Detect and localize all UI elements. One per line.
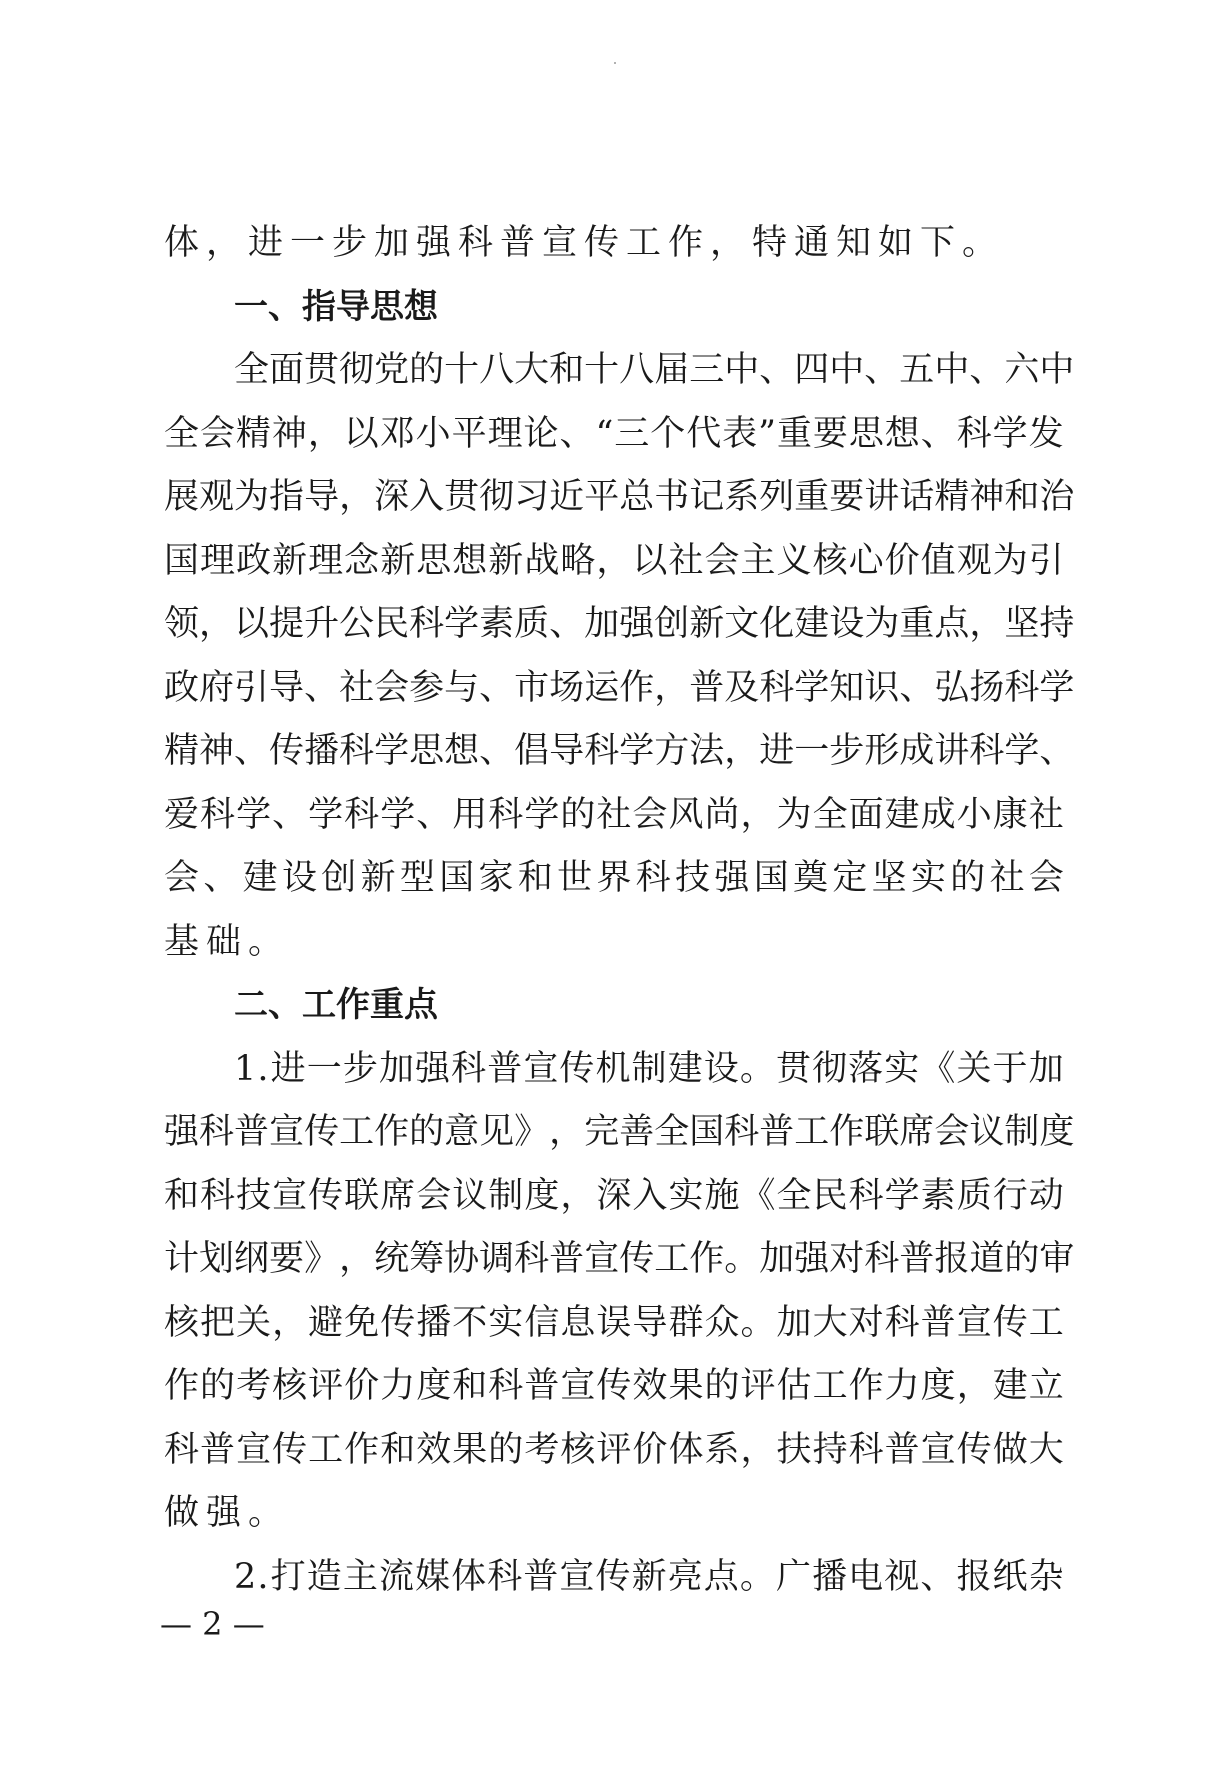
document-body <box>164 212 1075 1609</box>
page-number: — 2 — <box>160 1605 265 1643</box>
body-line: 做强。 <box>164 1493 291 1533</box>
scan-mark <box>614 62 616 64</box>
body-line: 会 、 建 设 创 新 型 国 家 和 世 界 科 技 强 国 奠 定 坚 实 的 社 会 <box>164 858 1064 898</box>
body-line: 计 划 纲 要 》 ， 统 筹 协 调 科 普 宣 传 工 作 。 加 强 对 科 普 报 道 的 审 <box>164 1239 1075 1279</box>
body-line: 领 ， 以 提 升 公 民 科 学 素 质 、 加 强 创 新 文 化 建 设 为 重 点 ， 坚 持 <box>164 604 1075 644</box>
body-line: 科 普 宣 传 工 作 和 效 果 的 考 核 评 价 体 系 ， 扶 持 科 普 宣 传 做 大 <box>164 1429 1064 1470</box>
section-heading: 二、工作重点 <box>234 985 438 1025</box>
body-line: 展 观 为 指 导 ， 深 入 贯 彻 习 近 平 总 书 记 系 列 重 要 讲 话 精 神 和 治 <box>164 477 1075 517</box>
body-line: 爱 科 学 、 学 科 学 、 用 科 学 的 社 会 风 尚 ， 为 全 面 建 成 小 康 社 <box>164 794 1064 835</box>
body-line: 全 面 贯 彻 党 的 十 八 大 和 十 八 届 三 中 、 四 中 、 五 中 、 六 中 <box>234 350 1075 390</box>
body-line: 全 会 精 神 ， 以 邓 小 平 理 论 、 “ 三 个 代 表 ” 重 要 思 想 、 科 学 发 <box>164 413 1064 454</box>
body-line: 1 . 进 一 步 加 强 科 普 宣 传 机 制 建 设 。 贯 彻 落 实 《 关 于 加 <box>234 1048 1064 1089</box>
body-line: 核 把 关 ， 避 免 传 播 不 实 信 息 误 导 群 众 。 加 大 对 科 普 宣 传 工 <box>164 1302 1064 1343</box>
body-line: 作 的 考 核 评 价 力 度 和 科 普 宣 传 效 果 的 评 估 工 作 力 度 ， 建 立 <box>164 1366 1064 1406</box>
body-line: 和 科 技 宣 传 联 席 会 议 制 度 ， 深 入 实 施 《 全 民 科 学 素 质 行 动 <box>164 1175 1064 1216</box>
body-line: 体，进一步加强科普宣传工作，特通知如下。 <box>164 223 1005 263</box>
body-line: 基础。 <box>164 921 291 962</box>
body-line: 2 . 打 造 主 流 媒 体 科 普 宣 传 新 亮 点 。 广 播 电 视 、 报 纸 杂 <box>234 1556 1064 1597</box>
body-line: 精 神 、 传 播 科 学 思 想 、 倡 导 科 学 方 法 ， 进 一 步 形 成 讲 科 学 、 <box>164 731 1075 771</box>
section-heading: 一、指导思想 <box>234 286 438 327</box>
body-line: 强 科 普 宣 传 工 作 的 意 见 》 ， 完 善 全 国 科 普 工 作 联 席 会 议 制 度 <box>164 1112 1075 1152</box>
body-line: 政 府 引 导 、 社 会 参 与 、 市 场 运 作 ， 普 及 科 学 知 识 、 弘 扬 科 学 <box>164 667 1075 708</box>
body-line: 国 理 政 新 理 念 新 思 想 新 战 略 ， 以 社 会 主 义 核 心 价 值 观 为 引 <box>164 540 1064 581</box>
